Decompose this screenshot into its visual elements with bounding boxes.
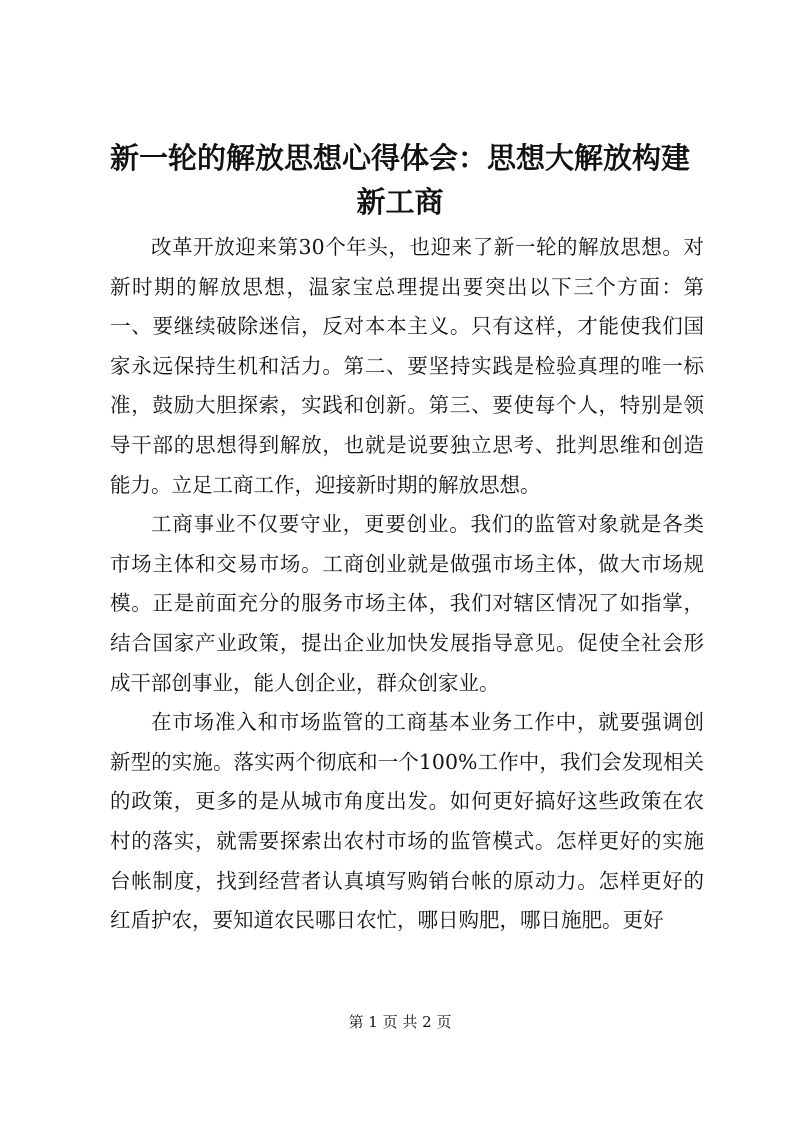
paragraph-2: 工商事业不仅要守业，更要创业。我们的监管对象就是各类市场主体和交易市场。工商创业就是做强市场主体，做大市场规模。正是前面充分的服务市场主体，我们对辖区情况了如指掌，结合国家产业政策，提出企业加快发展指导意见。促使全社会形成干部创事业，能人创企业，群众创家业。 [110,512,704,695]
document-body [110,228,704,941]
paragraph-1: 改革开放迎来第30个年头，也迎来了新一轮的解放思想。对新时期的解放思想，温家宝总理提出要突出以下三个方面：第一、要继续破除迷信，反对本本主义。只有这样，才能使我们国家永远保持生机和活力。第二、要坚持实践是检验真理的唯一标准，鼓励大胆探索，实践和创新。第三、要使每个人，特别是领导干部的思想得到解放，也就是说要独立思考、批判思维和创造能力。立足工商工作，迎接新时期的解放思想。 [110,235,704,497]
page-footer: 第 1 页 共 2 页 [348,1013,452,1031]
paragraph-3: 在市场准入和市场监管的工商基本业务工作中，就要强调创新型的实施。落实两个彻底和一个100%工作中，我们会发现相关的政策，更多的是从城市角度出发。如何更好搞好这些政策在农村的落实，就需要探索出农村市场的监管模式。怎样更好的实施台帐制度，找到经营者认真填写购销台帐的原动力。怎样更好的红盾护农，要知道农民哪日农忙，哪日购肥，哪日施肥。更好 [110,710,704,933]
document-title: 新一轮的解放思想心得体会：思想大解放构建新工商 [109,141,690,219]
